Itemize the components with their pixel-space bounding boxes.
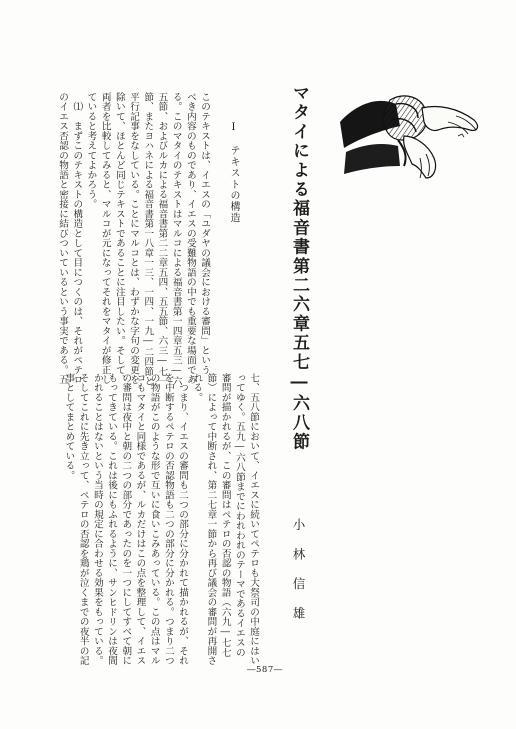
text-column: ⑴ まずこのテキストの構造として目につくのは、それがペテロ — [71, 92, 83, 385]
text-column: 七、五八節において、イエスに続いてペテロも大祭司の中庭にはい — [248, 373, 260, 666]
text-column: コもマタイと同様であるが、ルカだけはこの点を整理して、イエス — [134, 373, 146, 666]
author-name: 小林信雄 — [291, 518, 306, 636]
text-column: れる。 — [191, 373, 203, 403]
text-column: そしてこれに先き立って、ペテロの否認を鶏が泣くまでの夜半の記 — [77, 373, 89, 666]
text-column: 事としてまとめている。 — [63, 373, 75, 481]
text-column: かれることはないという当時の規定に合わせる効果をもっている。 — [91, 373, 103, 666]
bound-hands-illustration — [338, 74, 494, 184]
text-column: 五節、およびルカによる福音書第二二章五四、五五節、六三―七一 — [156, 92, 168, 386]
text-column: 両者を比較してみると、マルコが元になってそれをマタイが修正し — [99, 92, 111, 385]
text-column: のイエス否認の物語と密接に結びついているという事実である。五 — [57, 92, 69, 385]
text-column: 節、またヨハネによる福音書第一八章一三、一四、一九―二四節と — [142, 92, 154, 386]
text-column: つまり、イエスの審問も二つの部分に分かれて描かれるが、それ — [177, 373, 189, 666]
text-column: 節）によって中断され、第二七章一節から再び議会の審問が再開さ — [205, 373, 217, 666]
text-column: 平行記事をなしている。ことにマルコとは、わずかな字句の変更を — [128, 92, 140, 385]
text-column: の審問は夜中と朝の二つの部分であったのを一つにしてすべて朝に — [120, 373, 132, 666]
text-column: の物語がこのような形で互いに食いこみあっている。この点はマル — [148, 373, 160, 666]
text-column: もってきている。これは後にもふれるように、サンヒドリンは夜間 — [106, 373, 118, 666]
text-column: このテキストは、イエスの「ユダヤの議会における審問」という — [199, 92, 211, 375]
text-column: を中断するペテロの否認物語も二つの部分に分かれる。つまり二つ — [162, 373, 174, 666]
text-column: べき内容のものであり、イエスの受難物語の中でも重要な場面であ — [184, 92, 196, 385]
text-column: 除いて、ほとんど同じテキストであることに注目したい。そして、 — [113, 92, 125, 385]
text-column: 審問が描かれるが、この審問はペテロの否認の物語（六九―七七 — [219, 373, 231, 658]
page-number: ―587― — [247, 665, 283, 675]
text-column: る。このマタイのテキストはマルコによる福音書第一四章五三―六 — [170, 92, 182, 386]
text-column: ていると考えてよかろう。 — [85, 92, 97, 209]
section-heading: Ⅰ テキストの構造 — [228, 122, 239, 224]
text-column: ってゆく。五九―六八節までにわれわれのテーマであるイエスの — [233, 373, 245, 658]
article-title: マタイによる福音書第二六章五七―六八節 — [289, 84, 309, 452]
